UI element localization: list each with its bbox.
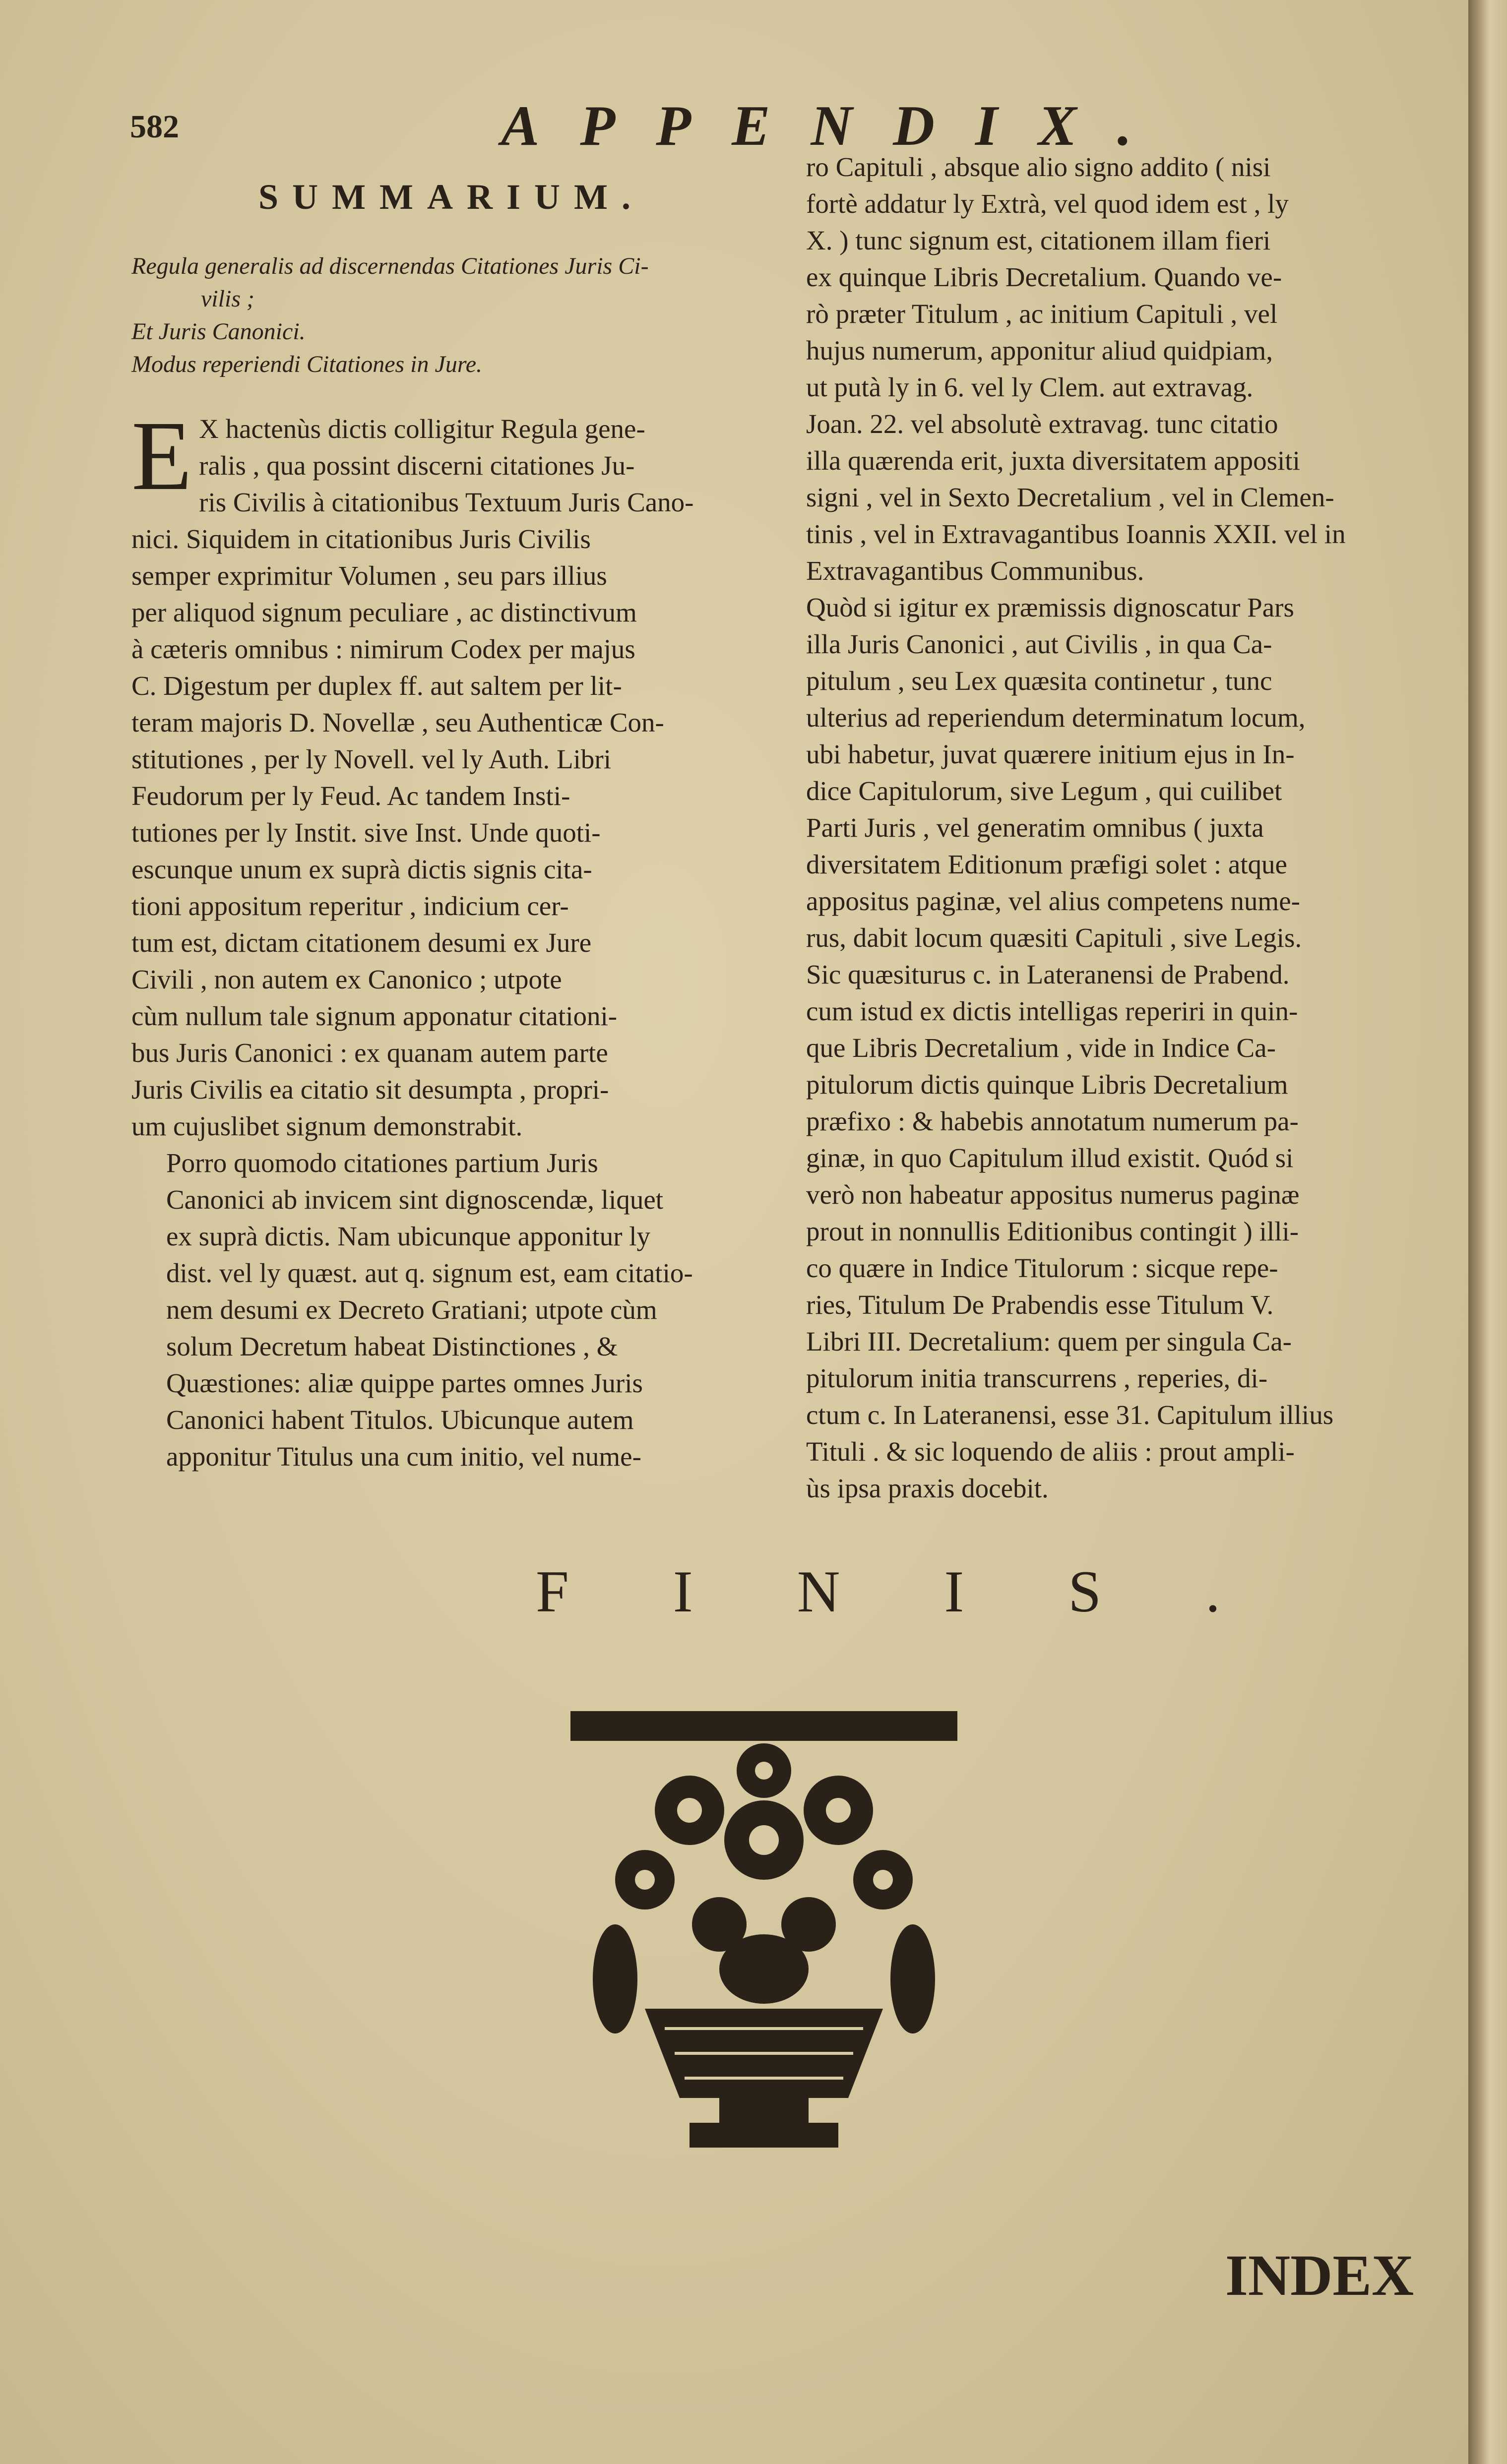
- right-p1-line-3: X. ) tunc signum est, citationem illam fieri: [806, 225, 1271, 255]
- catchword: INDEX: [1225, 2243, 1414, 2308]
- paragraph-1: [131, 401, 771, 1145]
- left-p2-line-3: ex suprà dictis. Nam ubicunque apponitur ly: [166, 1221, 651, 1251]
- right-p1-line-7: ut putà ly in 6. vel ly Clem. aut extravag.: [806, 372, 1254, 402]
- summary-line-4: Modus reperiendi Citationes in Jure.: [131, 351, 483, 377]
- left-p1-line-19: Juris Civilis ea citatio sit desumpta , propri-: [131, 1074, 609, 1105]
- right-p2-line-8: diversitatem Editionum præfigi solet : atque: [806, 849, 1287, 879]
- left-p2-line-6: solum Decretum habeat Distinctiones , &: [166, 1331, 618, 1361]
- right-p1-line-9: illa quærenda erit, juxta diversitatem appositi: [806, 445, 1300, 476]
- right-p2-line-5: ubi habetur, juvat quærere initium ejus in In-: [806, 739, 1295, 769]
- flower-basket-icon: [570, 1711, 957, 2157]
- left-p1-line-12: tutiones per ly Instit. sive Inst. Unde quoti-: [131, 817, 601, 848]
- left-p2-line-1: Porro quomodo citationes partium Juris: [166, 1148, 598, 1178]
- right-p2-line-4: ulterius ad reperiendum determinatum locum,: [806, 702, 1306, 733]
- left-p1-line-6: per aliquod signum peculiare , ac distinctivum: [131, 597, 637, 627]
- right-p2-line-25: ùs ipsa praxis docebit.: [806, 1473, 1049, 1503]
- right-p1-line-2: fortè addatur ly Extrà, vel quod idem est , ly: [806, 188, 1289, 219]
- summary-line-1: Regula generalis ad discernendas Citationes Juris Ci-: [131, 253, 649, 279]
- left-p1-line-3: ris Civilis à citationibus Textuum Juris Cano-: [199, 487, 694, 517]
- right-p2-line-2: illa Juris Canonici , aut Civilis , in qua Ca-: [806, 629, 1272, 659]
- right-p2-line-14: pitulorum dictis quinque Libris Decretalium: [806, 1069, 1288, 1100]
- left-p1-line-14: tioni appositum reperitur , indicium cer-: [131, 891, 569, 921]
- right-p2-line-11: Sic quæsiturus c. in Lateranensi de Prabend.: [806, 959, 1290, 989]
- right-p2-line-12: cum istud ex dictis intelligas reperiri in quin-: [806, 996, 1298, 1026]
- finis-text: FINIS.: [536, 1558, 1325, 1624]
- right-p2-line-20: ries, Titulum De Prabendis esse Titulum V.: [806, 1290, 1274, 1320]
- right-p2-line-19: co quære in Indice Titulorum : sicque repe-: [806, 1253, 1278, 1283]
- right-p2-line-10: rus, dabit locum quæsiti Capituli , sive Legis.: [806, 923, 1302, 953]
- summary-line-3: Et Juris Canonici.: [131, 318, 306, 345]
- left-p1-line-5: semper exprimitur Volumen , seu pars illius: [131, 560, 607, 591]
- drop-cap: E: [131, 401, 192, 511]
- right-column: [806, 149, 1446, 1507]
- running-head: APPENDIX.: [501, 94, 1173, 158]
- left-p2-line-8: Canonici habent Titulos. Ubicunque autem: [166, 1405, 634, 1435]
- summary-title: SUMMARIUM.: [258, 177, 644, 217]
- left-p1-line-13: escunque unum ex suprà dictis signis cita-: [131, 854, 592, 884]
- right-p2-line-18: prout in nonnullis Editionibus contingit ) illi-: [806, 1216, 1299, 1246]
- right-p1-line-8: Joan. 22. vel absolutè extravag. tunc citatio: [806, 409, 1278, 439]
- right-p1-line-6: hujus numerum, apponitur aliud quidpiam,: [806, 335, 1273, 366]
- right-p2-line-13: que Libris Decretalium , vide in Indice Ca-: [806, 1033, 1276, 1063]
- left-p2-line-5: nem desumi ex Decreto Gratiani; utpote cùm: [166, 1294, 657, 1325]
- right-p1-line-10: signi , vel in Sexto Decretalium , vel in Clemen-: [806, 482, 1334, 512]
- right-p2-line-9: appositus paginæ, vel alius competens nume-: [806, 886, 1300, 916]
- right-p2-line-17: verò non habeatur appositus numerus paginæ: [806, 1179, 1300, 1210]
- right-p2-line-16: ginæ, in quo Capitulum illud existit. Quód si: [806, 1143, 1294, 1173]
- right-p2-line-6: dice Capitulorum, sive Legum , qui cuilibet: [806, 776, 1282, 806]
- right-p1-line-1: ro Capituli , absque alio signo addito ( nisi: [806, 152, 1271, 182]
- right-p2-line-15: præfixo : & habebis annotatum numerum pa-: [806, 1106, 1299, 1136]
- left-p1-line-15: tum est, dictam citationem desumi ex Jure: [131, 927, 592, 958]
- left-column: [131, 149, 771, 1475]
- left-p1-line-1: X hactenùs dictis colligitur Regula gene-: [199, 414, 645, 444]
- paragraph-3: [806, 149, 1446, 589]
- right-p2-line-3: pitulum , seu Lex quæsita continetur , tunc: [806, 666, 1272, 696]
- right-p1-line-12: Extravagantibus Communibus.: [806, 555, 1144, 586]
- right-p1-line-11: tinis , vel in Extravagantibus Ioannis XXII. vel in: [806, 519, 1346, 549]
- left-p1-line-16: Civili , non autem ex Canonico ; utpote: [131, 964, 562, 994]
- left-p2-line-2: Canonici ab invicem sint dignoscendæ, liquet: [166, 1184, 664, 1215]
- left-p1-line-20: um cujuslibet signum demonstrabit.: [131, 1111, 523, 1141]
- right-p2-line-24: Tituli . & sic loquendo de aliis : prout ampli-: [806, 1436, 1295, 1467]
- page-number: 582: [130, 109, 179, 145]
- summary-line-2: vilis ;: [201, 286, 254, 312]
- left-p2-line-7: Quæstiones: aliæ quippe partes omnes Juris: [166, 1368, 643, 1398]
- left-p1-line-9: teram majoris D. Novellæ , seu Authenticæ Con-: [131, 707, 664, 738]
- left-p1-line-18: bus Juris Canonici : ex quanam autem parte: [131, 1038, 608, 1068]
- left-p2-line-4: dist. vel ly quæst. aut q. signum est, eam citatio-: [166, 1258, 693, 1288]
- left-p1-line-2: ralis , qua possint discerni citationes Ju-: [199, 450, 635, 481]
- left-p2-line-9: apponitur Titulus una cum initio, vel nume-: [166, 1441, 641, 1472]
- left-p1-line-17: cùm nullum tale signum apponatur citationi-: [131, 1001, 618, 1031]
- paragraph-2: [131, 1145, 771, 1475]
- left-p1-line-7: à cæteris omnibus : nimirum Codex per majus: [131, 634, 635, 664]
- adjacent-page-edge: [1468, 0, 1507, 2464]
- right-p2-line-1: Quòd si igitur ex præmissis dignoscatur Pars: [806, 592, 1294, 622]
- left-p1-line-8: C. Digestum per duplex ff. aut saltem per lit-: [131, 671, 622, 701]
- right-p1-line-5: rò præter Titulum , ac initium Capituli , vel: [806, 299, 1278, 329]
- left-p1-line-4: nici. Siquidem in citationibus Juris Civilis: [131, 524, 591, 554]
- right-p2-line-7: Parti Juris , vel generatim omnibus ( juxta: [806, 812, 1264, 843]
- left-p1-line-10: stitutiones , per ly Novell. vel ly Auth. Libri: [131, 744, 611, 774]
- right-p2-line-21: Libri III. Decretalium: quem per singula Ca-: [806, 1326, 1292, 1356]
- left-p1-line-11: Feudorum per ly Feud. Ac tandem Insti-: [131, 781, 570, 811]
- right-p1-line-4: ex quinque Libris Decretalium. Quando ve-: [806, 262, 1282, 292]
- right-p2-line-22: pitulorum initia transcurrens , reperies, di-: [806, 1363, 1268, 1393]
- paragraph-4: [806, 589, 1446, 1507]
- right-p2-line-23: ctum c. In Lateranensi, esse 31. Capitulum illius: [806, 1400, 1334, 1430]
